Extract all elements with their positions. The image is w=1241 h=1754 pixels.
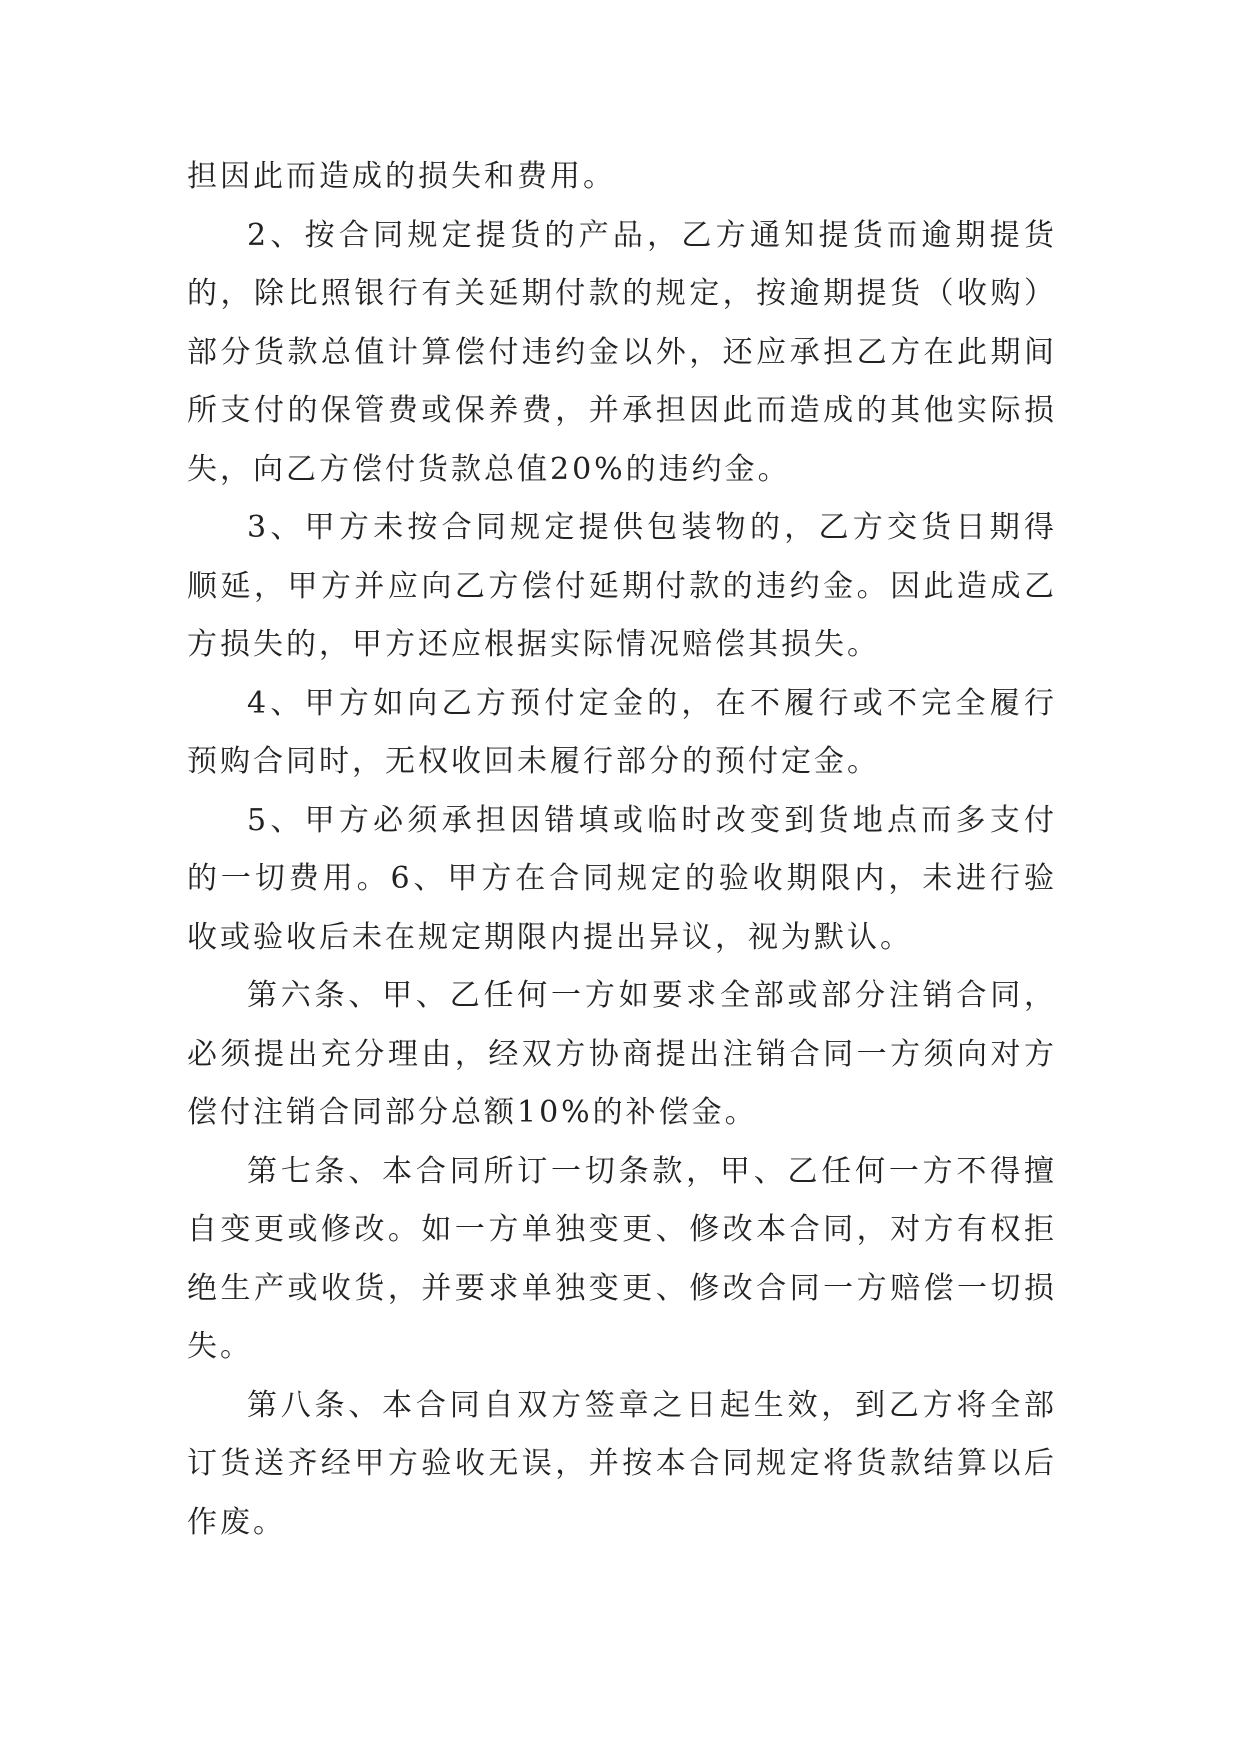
document-body [187,148,1057,1552]
paragraph-continuation: 担因此而造成的损失和费用。 [187,159,616,194]
paragraph-clause-2: 2、按合同规定提货的产品，乙方通知提货而逾期提货的，除比照银行有关延期付款的规定，按逾期提货（收购）部分货款总值计算偿付违约金以外，还应承担乙方在此期间所支付的保管费或保养费，并承担因此而造成的其他实际损失，向乙方偿付货款总值20%的违约金。 [187,217,1057,487]
paragraph-clause-3: 3、甲方未按合同规定提供包装物的，乙方交货日期得顺延，甲方并应向乙方偿付延期付款的违约金。因此造成乙方损失的，甲方还应根据实际情况赔偿其损失。 [187,510,1057,662]
paragraph-article-7: 第七条、本合同所订一切条款，甲、乙任何一方不得擅自变更或修改。如一方单独变更、修改本合同，对方有权拒绝生产或收货，并要求单独变更、修改合同一方赔偿一切损失。 [187,1153,1057,1364]
paragraph-article-8: 第八条、本合同自双方签章之日起生效，到乙方将全部订货送齐经甲方验收无误，并按本合同规定将货款结算以后作废。 [187,1387,1057,1540]
paragraph-clause-4: 4、甲方如向乙方预付定金的，在不履行或不完全履行预购合同时，无权收回未履行部分的预付定金。 [187,685,1057,779]
paragraph-clause-5-6: 5、甲方必须承担因错填或临时改变到货地点而多支付的一切费用。6、甲方在合同规定的验收期限内，未进行验收或验收后未在规定期限内提出异议，视为默认。 [187,802,1057,955]
paragraph-article-6: 第六条、甲、乙任何一方如要求全部或部分注销合同，必须提出充分理由，经双方协商提出注销合同一方须向对方偿付注销合同部分总额10%的补偿金。 [187,978,1057,1130]
